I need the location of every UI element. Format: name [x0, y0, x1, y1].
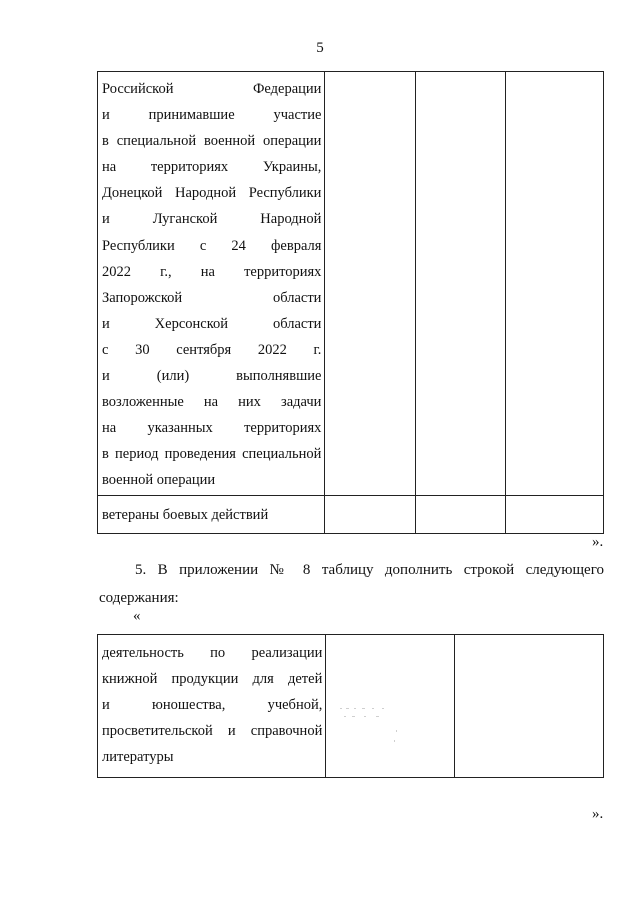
table-2-label-cell — [98, 635, 326, 778]
table-1-empty-cell — [415, 496, 505, 534]
table-row — [98, 496, 604, 534]
text-line: Запорожской области — [102, 289, 322, 306]
scan-noise — [338, 700, 398, 750]
table-1-label-cell — [98, 72, 325, 496]
text-line: 2022 г., на территориях — [102, 263, 322, 280]
table-row — [98, 72, 604, 496]
text-line: и Херсонской области — [102, 315, 322, 332]
text-line: просветительской и справочной — [102, 723, 323, 740]
table-1-empty-cell — [415, 72, 505, 496]
text-line: Российской Федерации — [102, 81, 322, 97]
text-line: и принимавшие участие — [102, 107, 322, 124]
paragraph-5 — [99, 556, 604, 612]
paragraph-line: содержания: — [99, 590, 179, 606]
text-line: в специальной военной операции — [102, 133, 322, 150]
text-line: в период проведения специальной — [102, 446, 322, 463]
text-line: литературы — [102, 749, 174, 766]
page-number: 5 — [316, 40, 324, 56]
text-line: деятельность по реализации — [102, 645, 323, 661]
paragraph-line: 5. В приложении № 8 таблицу дополнить строкой следующего — [135, 562, 604, 578]
table-1 — [97, 71, 604, 534]
text-line: и (или) выполнявшие — [102, 368, 322, 385]
table-1-empty-cell — [505, 72, 603, 496]
closing-quote-1: ». — [592, 534, 604, 550]
text-line: военной операции — [102, 472, 216, 489]
table-1-empty-cell — [325, 72, 415, 496]
text-line: Донецкой Народной Республики — [102, 185, 322, 202]
text-line: и Луганской Народной — [102, 211, 322, 228]
table-1-label-cell — [98, 496, 325, 534]
text-line: Республики с 24 февраля — [102, 237, 322, 254]
text-line: возложенные на них задачи — [102, 394, 322, 411]
text-line: книжной продукции для детей — [102, 671, 323, 688]
text-line: ветераны боевых действий — [102, 507, 269, 523]
text-line: и юношества, учебной, — [102, 697, 323, 714]
opening-quote: « — [133, 608, 141, 624]
text-line: с 30 сентября 2022 г. — [102, 341, 322, 358]
text-line: на указанных территориях — [102, 420, 322, 437]
closing-quote-2: ». — [592, 806, 604, 822]
table-1-empty-cell — [325, 496, 415, 534]
table-2-empty-cell — [455, 635, 604, 778]
table-1-empty-cell — [505, 496, 603, 534]
text-line: на территориях Украины, — [102, 159, 322, 176]
